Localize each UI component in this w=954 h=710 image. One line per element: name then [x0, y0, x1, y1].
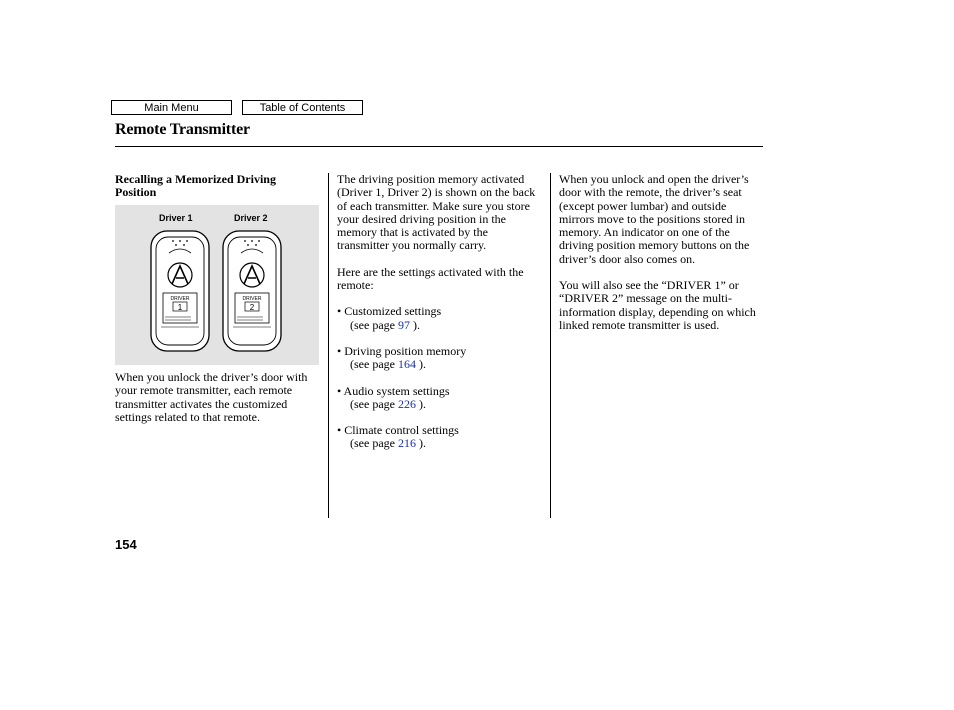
right-column	[559, 173, 759, 332]
page-number: 154	[115, 537, 137, 552]
middle-column	[337, 173, 539, 464]
list-item-label: • Climate control settings	[337, 423, 459, 438]
list-item: • Customized settings (see page 97 ).	[337, 305, 539, 332]
right-paragraph-2: You will also see the “DRIVER 1” or “DRIVER 2” message on the multi-information display, depending on which linked remote transmitter is used.	[559, 278, 756, 332]
list-item-label: • Audio system settings	[337, 383, 450, 398]
driver1-label: Driver 1	[159, 213, 193, 223]
middle-paragraph-2: Here are the settings activated with the remote:	[337, 264, 524, 293]
middle-paragraph-1: The driving position memory activated (Driver 1, Driver 2) is shown on the back of each transmitter. Make sure you store your desired driving position in the memory that is activated by the transmitter you normally carry.	[337, 172, 536, 253]
list-item: • Audio system settings (see page 226 ).	[337, 385, 539, 412]
section-heading: Recalling a Memorized Driving Position	[115, 172, 276, 200]
page-link[interactable]: 164	[397, 357, 416, 372]
driver2-number: 2	[249, 303, 255, 312]
left-body	[115, 371, 315, 424]
left-paragraph: When you unlock the driver’s door with your remote transmitter, each remote transmitter activates the customized settings related to that remote.	[115, 370, 308, 424]
driver1-fob-label: DRIVER	[170, 296, 190, 302]
list-item-label: • Customized settings	[337, 304, 442, 319]
column-divider-1	[328, 173, 329, 518]
remote-fobs-illustration	[115, 205, 319, 365]
column-divider-2	[550, 173, 551, 518]
table-of-contents-button[interactable]: Table of Contents	[242, 100, 363, 115]
driver2-fob-label: DRIVER	[242, 296, 262, 302]
page-link[interactable]: 226	[397, 396, 416, 411]
left-column	[115, 173, 320, 200]
main-menu-button[interactable]: Main Menu	[111, 100, 232, 115]
list-item-label: • Driving position memory	[337, 343, 467, 358]
page-title: Remote Transmitter	[115, 121, 250, 138]
page-link[interactable]: 216	[397, 436, 416, 451]
driver2-fob	[223, 231, 281, 351]
right-paragraph-1: When you unlock and open the driver’s door with the remote, the driver’s seat (except power lumbar) and outside mirrors move to the positions stored in memory. An indicator on one of the driving position memory buttons on the driver’s door also comes on.	[559, 172, 750, 266]
page-link[interactable]: 97	[397, 317, 410, 332]
driver2-label: Driver 2	[234, 213, 268, 223]
list-item: • Driving position memory (see page 164 ).	[337, 345, 539, 372]
title-rule	[115, 146, 763, 147]
driver1-number: 1	[177, 303, 183, 312]
transmitter-figure	[115, 205, 319, 365]
list-item: • Climate control settings (see page 216 ).	[337, 424, 539, 451]
driver1-fob	[151, 231, 209, 351]
settings-list	[337, 305, 539, 450]
